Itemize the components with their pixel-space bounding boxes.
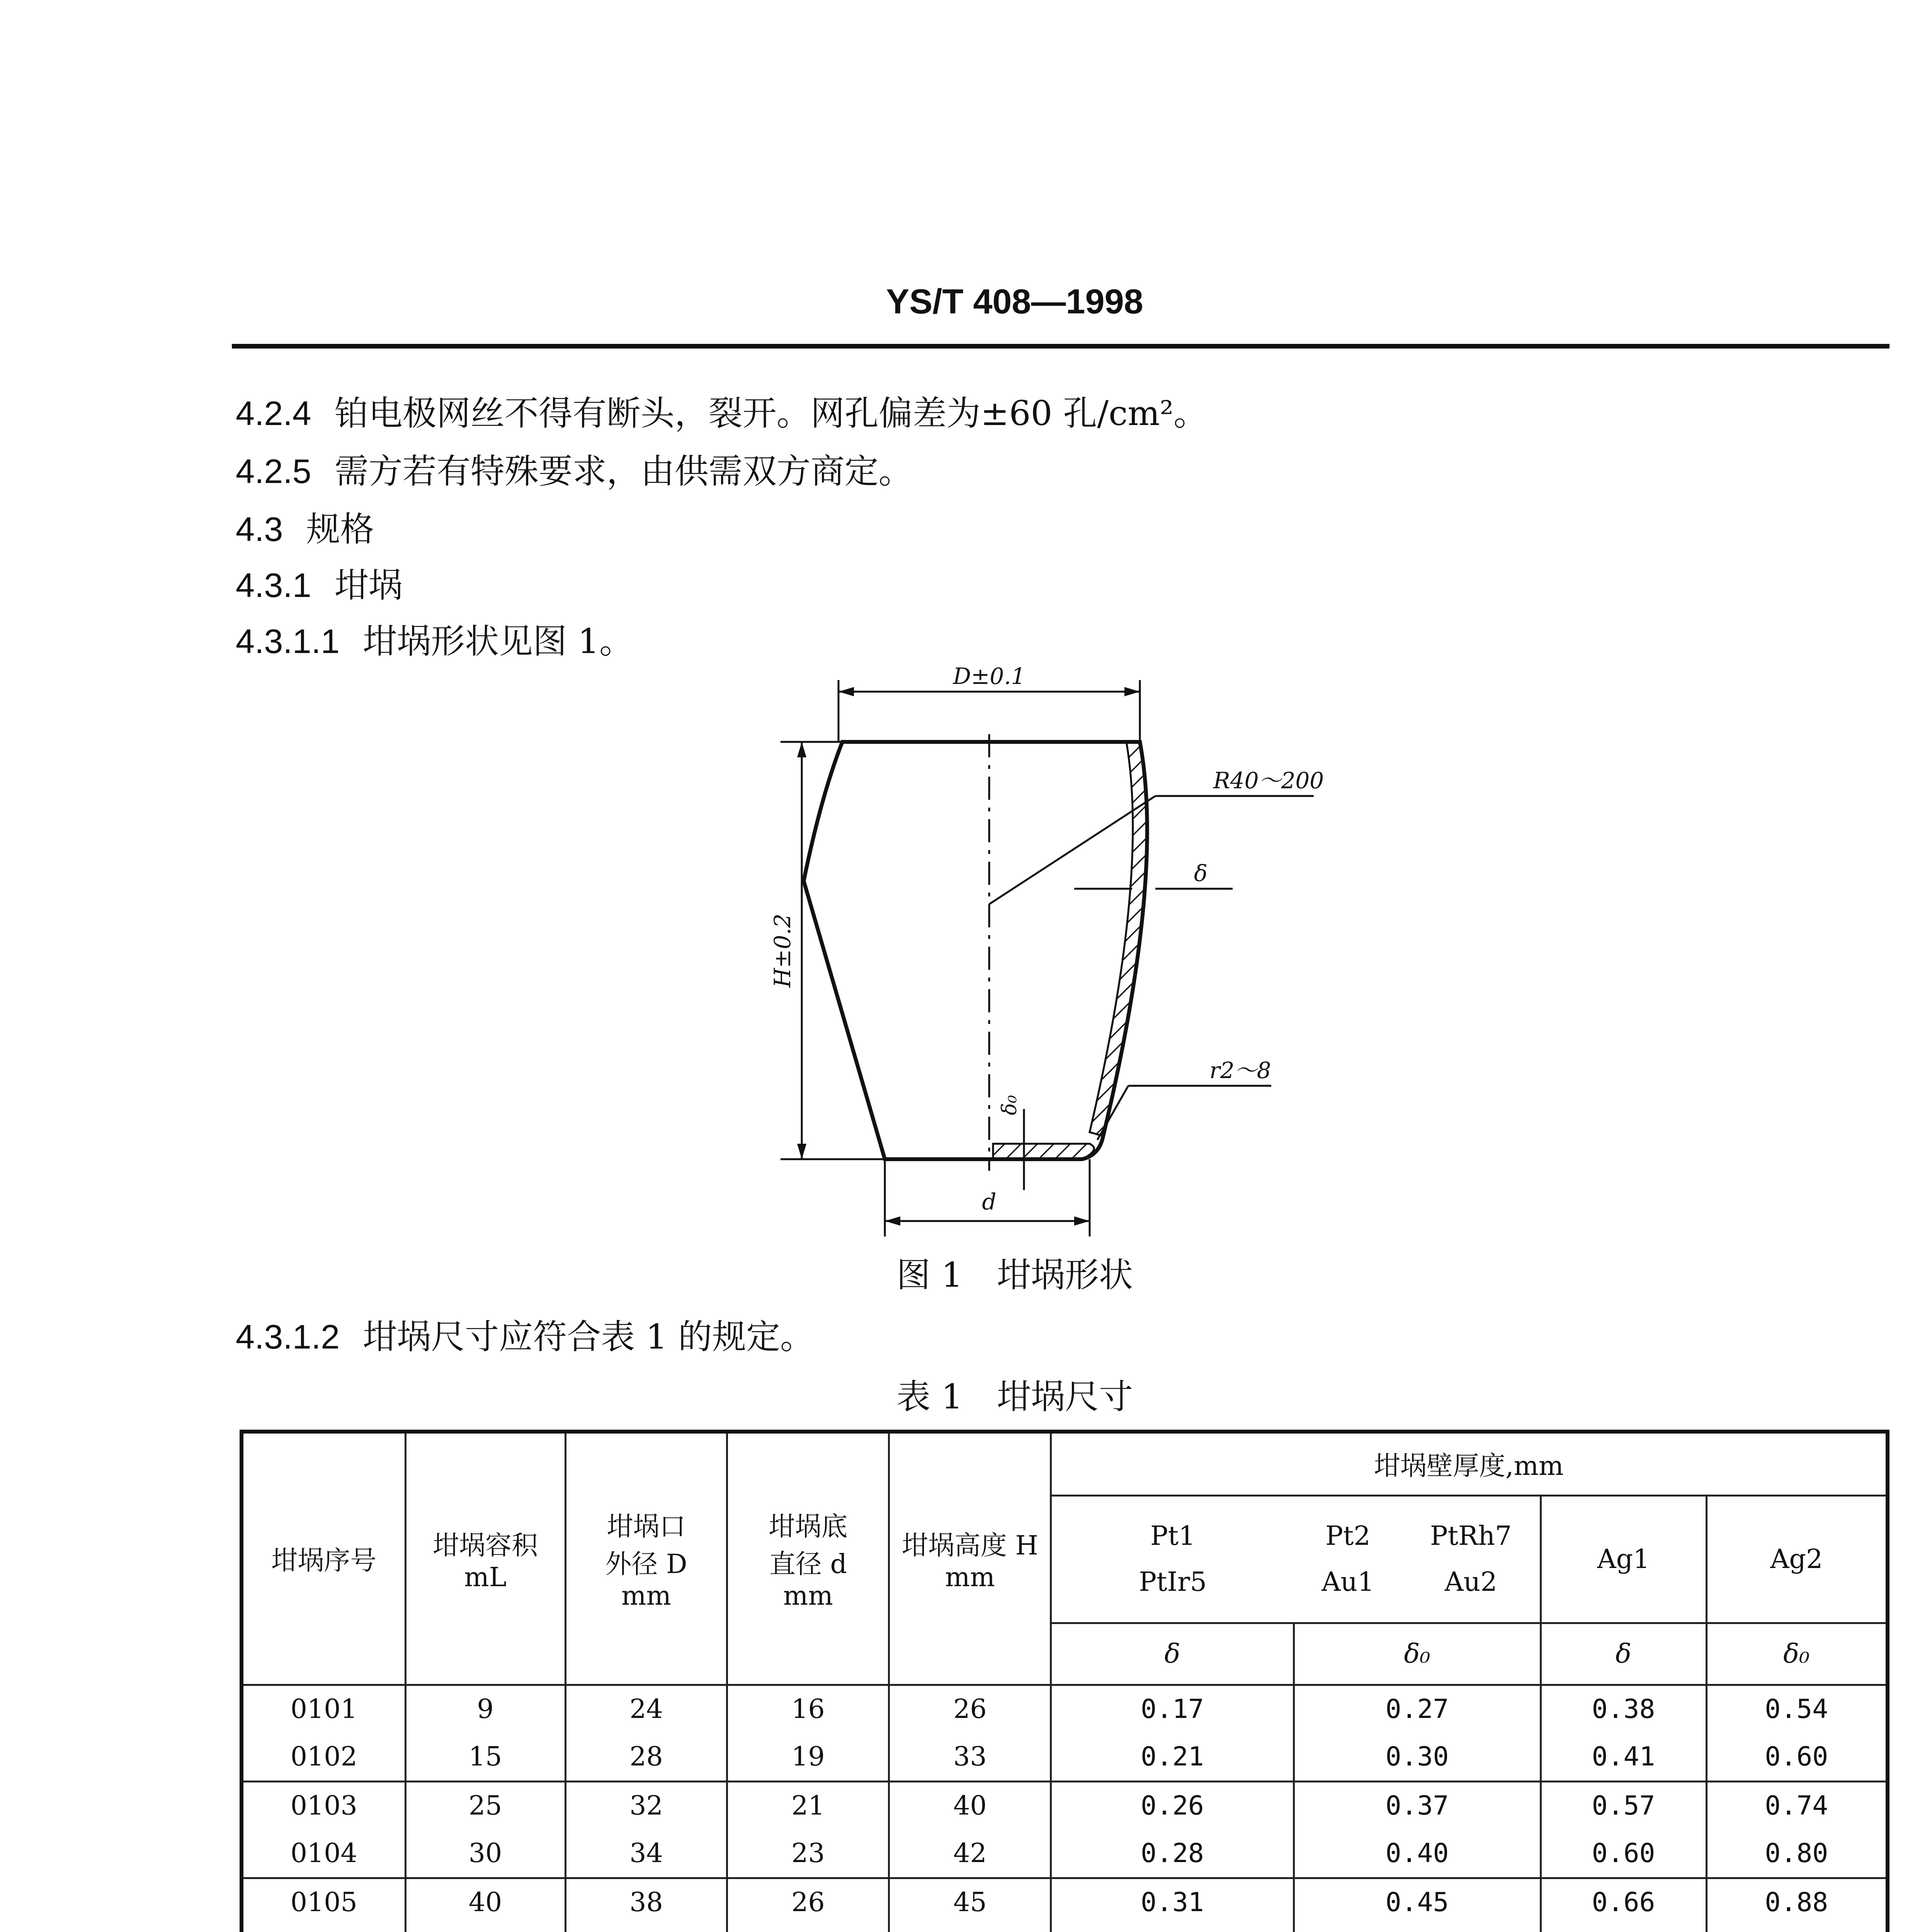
header-outer-diameter	[565, 1432, 727, 1685]
header-serial: 坩埚序号	[242, 1432, 405, 1685]
clause-number: 4.2.4	[236, 394, 311, 432]
table-cell: 42	[889, 1830, 1051, 1878]
table-row	[242, 1926, 1888, 1932]
table-cell: 0.40	[1294, 1830, 1541, 1878]
table-cell: 21	[727, 1781, 889, 1830]
header-line: 坩埚高度 H	[901, 1530, 1038, 1561]
clause-number: 4.2.5	[236, 452, 311, 490]
table-cell: 0.17	[1051, 1685, 1294, 1733]
arrow-head-icon	[1124, 687, 1140, 696]
table-cell	[727, 1926, 889, 1932]
header-line: mm	[621, 1581, 671, 1612]
table-cell	[565, 1926, 727, 1932]
corner-label: r2～8	[1209, 1057, 1271, 1083]
table-cell: 0.45	[1294, 1878, 1541, 1926]
bottom-wall-label: δ₀	[998, 1095, 1021, 1116]
clause-text: 坩埚	[334, 565, 403, 605]
header-delta0: δ₀	[1294, 1623, 1541, 1685]
bottom-diameter-label: d	[982, 1189, 997, 1215]
table-cell: 0.37	[1294, 1781, 1541, 1830]
table-cell: 0104	[242, 1830, 405, 1878]
header-line: 坩埚口	[607, 1512, 686, 1543]
table-cell	[405, 1926, 565, 1932]
table-cell: 33	[889, 1733, 1051, 1781]
header-line: Pt1	[1150, 1521, 1196, 1551]
clause-text: 铂电极网丝不得有断头，裂开。网孔偏差为±60 孔/cm²。	[334, 393, 1208, 433]
table-row	[242, 1781, 1888, 1830]
table-row	[242, 1685, 1888, 1733]
header-delta: δ	[1051, 1623, 1294, 1685]
table-cell: 0103	[242, 1781, 405, 1830]
radius-label: R40～200	[1213, 767, 1324, 794]
table-cell: 40	[889, 1781, 1051, 1830]
header-line: mm	[945, 1562, 995, 1593]
header-line: Pt2	[1325, 1521, 1371, 1551]
header-line: Au2	[1444, 1567, 1497, 1597]
header-line: 外径 D	[605, 1549, 687, 1580]
table-cell: 0.26	[1051, 1781, 1294, 1830]
table-cell: 0.60	[1541, 1830, 1706, 1878]
table-row	[242, 1878, 1888, 1926]
header-material-ag2: Ag2	[1706, 1495, 1888, 1623]
header-line: 坩埚底	[769, 1512, 848, 1543]
header-material-pt1	[1051, 1495, 1294, 1623]
arrow-head-icon	[797, 1144, 806, 1159]
table-cell: 0101	[242, 1685, 405, 1733]
wall-label: δ	[1194, 860, 1208, 886]
table-cell	[1294, 1926, 1541, 1932]
clause-4-3-1-1	[236, 614, 633, 663]
table-cell: 15	[405, 1733, 565, 1781]
arrow-head-icon	[838, 687, 854, 696]
header-volume	[405, 1432, 565, 1685]
header-delta0: δ₀	[1706, 1623, 1888, 1685]
table-cell: 0105	[242, 1878, 405, 1926]
header-height	[889, 1432, 1051, 1685]
table-cell: 0.28	[1051, 1830, 1294, 1878]
document-header: YS/T 408—1998	[886, 282, 1143, 321]
clause-text: 坩埚尺寸应符合表 1 的规定。	[363, 1317, 815, 1357]
clause-number: 4.3.1	[236, 566, 311, 604]
table-cell: 26	[889, 1685, 1051, 1733]
table-cell: 0.74	[1706, 1781, 1888, 1830]
top-diameter-label: D±0.1	[953, 663, 1026, 689]
table-cell: 0102	[242, 1733, 405, 1781]
table-row	[242, 1733, 1888, 1781]
table-cell: 16	[727, 1685, 889, 1733]
header-wall-thickness: 坩埚壁厚度,mm	[1051, 1432, 1888, 1495]
table-cell: 38	[565, 1878, 727, 1926]
table-cell: 19	[727, 1733, 889, 1781]
header-line: 直径 d	[769, 1549, 847, 1580]
arrow-head-icon	[797, 742, 806, 757]
header-material-pt2	[1321, 1521, 1374, 1597]
crucible-outline	[804, 742, 1147, 1159]
clause-text: 坩埚形状见图 1。	[363, 621, 634, 661]
table-cell: 0.54	[1706, 1685, 1888, 1733]
header-material-pt2-ptrh7	[1294, 1495, 1541, 1623]
table-cell	[1051, 1926, 1294, 1932]
clause-4-3	[236, 502, 374, 551]
header-bottom-diameter	[727, 1432, 889, 1685]
table-cell: 0.21	[1051, 1733, 1294, 1781]
table-cell	[242, 1926, 405, 1932]
table-cell: 0.57	[1541, 1781, 1706, 1830]
clause-4-3-1-2	[236, 1310, 814, 1359]
table-cell: 23	[727, 1830, 889, 1878]
crucible-figure	[734, 649, 1352, 1267]
header-line: mL	[464, 1562, 507, 1593]
table-cell: 0.27	[1294, 1685, 1541, 1733]
header-material-ptrh7	[1430, 1521, 1512, 1597]
table-cell: 32	[565, 1781, 727, 1830]
table-cell: 28	[565, 1733, 727, 1781]
clause-4-3-1	[236, 558, 403, 607]
arrow-head-icon	[885, 1216, 900, 1226]
table-cell: 9	[405, 1685, 565, 1733]
header-rule	[232, 344, 1889, 349]
height-label: H±0.2	[769, 913, 796, 988]
table-1-caption: 表 1 坩埚尺寸	[896, 1377, 1133, 1417]
header-line: 坩埚容积	[433, 1530, 538, 1561]
crucible-dimensions-table	[240, 1430, 1889, 1932]
table-cell: 0.88	[1706, 1878, 1888, 1926]
table-cell	[1706, 1926, 1888, 1932]
clause-number: 4.3	[236, 510, 283, 548]
table-cell: 0.31	[1051, 1878, 1294, 1926]
table-cell	[1541, 1926, 1706, 1932]
header-line: PtRh7	[1430, 1521, 1512, 1551]
header-material-ag1: Ag1	[1541, 1495, 1706, 1623]
header-line: PtIr5	[1139, 1567, 1207, 1597]
clause-number: 4.3.1.2	[236, 1318, 340, 1356]
header-delta: δ	[1541, 1623, 1706, 1685]
table-cell: 0.41	[1541, 1733, 1706, 1781]
table-cell: 0.66	[1541, 1878, 1706, 1926]
table-cell: 45	[889, 1878, 1051, 1926]
table-cell: 25	[405, 1781, 565, 1830]
table-cell: 40	[405, 1878, 565, 1926]
clause-4-2-5	[236, 444, 913, 493]
table-1-body	[242, 1685, 1888, 1932]
table-cell: 0.60	[1706, 1733, 1888, 1781]
clause-text: 需方若有特殊要求，由供需双方商定。	[334, 451, 913, 491]
table-cell: 0.38	[1541, 1685, 1706, 1733]
clause-4-2-4	[236, 386, 1208, 435]
header-line: Au1	[1321, 1567, 1374, 1597]
table-row	[242, 1830, 1888, 1878]
clause-text: 规格	[306, 509, 374, 549]
table-cell: 0.30	[1294, 1733, 1541, 1781]
table-cell: 34	[565, 1830, 727, 1878]
table-cell	[889, 1926, 1051, 1932]
table-cell: 0.80	[1706, 1830, 1888, 1878]
clause-number: 4.3.1.1	[236, 622, 340, 660]
header-line: mm	[783, 1581, 833, 1612]
table-cell: 24	[565, 1685, 727, 1733]
bottom-section	[993, 1144, 1094, 1159]
table-cell: 30	[405, 1830, 565, 1878]
figure-1-caption: 图 1 坩埚形状	[896, 1255, 1133, 1295]
arrow-head-icon	[1074, 1216, 1090, 1226]
table-cell: 26	[727, 1878, 889, 1926]
